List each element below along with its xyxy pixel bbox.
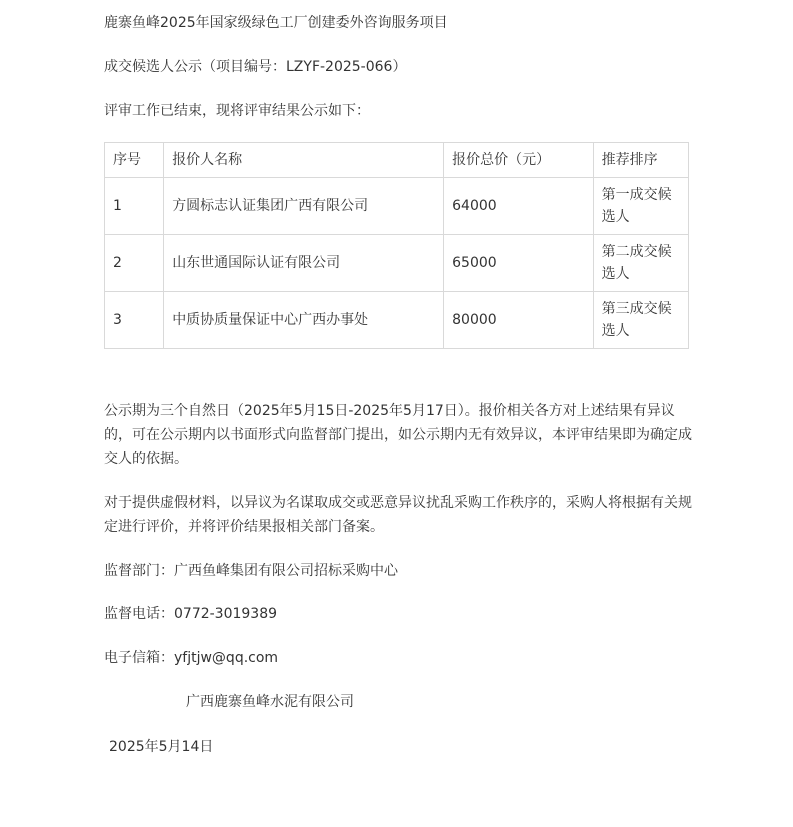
header-rank: 推荐排序: [593, 143, 688, 178]
row-price: 64000: [444, 178, 594, 235]
row-price: 80000: [444, 292, 594, 349]
row-name: 山东世通国际认证有限公司: [164, 235, 444, 292]
project-title: 鹿寨鱼峰2025年国家级绿色工厂创建委外咨询服务项目: [104, 15, 448, 31]
company-signature: 广西鹿寨鱼峰水泥有限公司: [186, 694, 354, 710]
email-line: 电子信箱：yfjtjw@qq.com: [104, 650, 279, 666]
row-rank: 第三成交候选人: [593, 292, 688, 349]
row-name: 中质协质量保证中心广西办事处: [164, 292, 444, 349]
table-row: [105, 178, 689, 235]
row-rank: 第二成交候选人: [593, 235, 688, 292]
row-no: 3: [105, 292, 164, 349]
header-no: 序号: [105, 143, 164, 178]
supervisor-line: 监督部门：广西鱼峰集团有限公司招标采购中心: [104, 563, 398, 579]
table-row: [105, 292, 689, 349]
row-price: 65000: [444, 235, 594, 292]
notice-title: 成交候选人公示（项目编号：LZYF-2025-066）: [104, 59, 407, 75]
table-row: [105, 235, 689, 292]
table-header-row: [105, 143, 689, 178]
row-no: 2: [105, 235, 164, 292]
warning-paragraph: 对于提供虚假材料，以异议为名谋取成交或恶意异议扰乱采购工作秩序的，采购人将根据有关规定进行评价，并将评价结果报相关部门备案。: [104, 495, 692, 535]
phone-line: 监督电话：0772-3019389: [104, 606, 278, 622]
header-name: 报价人名称: [164, 143, 444, 178]
row-no: 1: [105, 178, 164, 235]
intro-text: 评审工作已结束，现将评审结果公示如下：: [104, 103, 370, 119]
results-table: [104, 142, 689, 349]
issue-date: 2025年5月14日: [109, 739, 214, 755]
row-name: 方圆标志认证集团广西有限公司: [164, 178, 444, 235]
row-rank: 第一成交候选人: [593, 178, 688, 235]
header-price: 报价总价（元）: [444, 143, 594, 178]
notice-period-paragraph: 公示期为三个自然日（2025年5月15日-2025年5月17日）。报价相关各方对上述结果有异议的，可在公示期内以书面形式向监督部门提出，如公示期内无有效异议，本评审结果即为确定成交人的依据。: [104, 403, 692, 467]
